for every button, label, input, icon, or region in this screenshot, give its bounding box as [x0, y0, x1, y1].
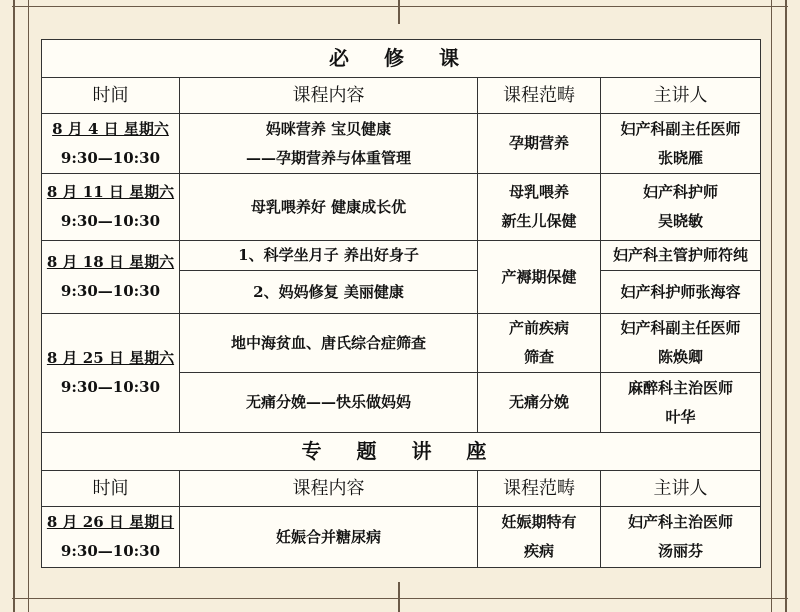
header-time: 时间: [42, 471, 180, 507]
course-category-line: 产前疾病: [508, 319, 569, 337]
course-content-line: 妈咪营养 宝贝健康: [265, 119, 392, 138]
speaker-cell: [601, 114, 761, 174]
speaker-name: 吴晓敏: [657, 212, 703, 230]
session-time-cell: [42, 241, 180, 314]
table-row: [42, 174, 761, 241]
frame-tick-bottom: [398, 582, 400, 612]
course-category-cell: [478, 241, 601, 314]
course-category-line: 筛查: [523, 348, 554, 366]
session-date: 8 月 11 日 星期六: [46, 183, 175, 201]
session-time: 9:30—10:30: [60, 378, 161, 396]
speaker-cell: [601, 507, 761, 568]
header-category: 课程范畴: [478, 471, 601, 507]
frame-right-line-inner: [771, 0, 772, 612]
course-content-line: ——孕期营养与体重管理: [245, 148, 411, 167]
session-date: 8 月 4 日 星期六: [52, 119, 169, 138]
frame-tick-top: [398, 0, 400, 24]
course-category-cell: [478, 373, 601, 433]
frame-bottom-line: [12, 598, 788, 599]
session-time: 9:30—10:30: [60, 212, 161, 230]
header-speaker: 主讲人: [601, 78, 761, 114]
speaker-name: 陈焕卿: [657, 348, 703, 366]
course-category-line: 疾病: [523, 542, 554, 560]
session-date: 8 月 18 日 星期六: [46, 253, 175, 271]
session-time-cell: [42, 114, 180, 174]
header-speaker: 主讲人: [601, 471, 761, 507]
course-category-cell: [478, 114, 601, 174]
session-date: 8 月 25 日 星期六: [46, 349, 175, 367]
table-row: [42, 507, 761, 568]
speaker-cell: [601, 174, 761, 241]
frame-left-line: [13, 0, 15, 612]
speaker-title: 妇产科副主任医师: [620, 119, 741, 138]
table-row: [42, 114, 761, 174]
session-time: 9:30—10:30: [60, 148, 161, 167]
course-category-line: 新生儿保健: [501, 212, 577, 230]
required-section-title: 必 修 课: [42, 40, 761, 78]
header-content: 课程内容: [180, 471, 478, 507]
course-category-line: 母乳喂养: [508, 183, 569, 201]
speaker-cell: 妇产科主管护师符纯: [601, 241, 761, 271]
special-section-title: 专 题 讲 座: [42, 433, 761, 471]
speaker-name: 叶华: [665, 407, 696, 426]
session-time-cell: [42, 314, 180, 433]
session-time-cell: [42, 174, 180, 241]
header-time: 时间: [42, 78, 180, 114]
speaker-cell: [601, 373, 761, 433]
course-content-cell: [180, 174, 478, 241]
header-content: 课程内容: [180, 78, 478, 114]
table-row: [42, 314, 761, 373]
speaker-name: 汤丽芬: [657, 542, 703, 560]
frame-top-line: [12, 6, 788, 7]
course-content-cell: 地中海贫血、唐氏综合症筛查: [180, 314, 478, 373]
course-content-line: 妊娠合并糖尿病: [275, 527, 381, 546]
frame-left-line-inner: [28, 0, 29, 612]
table-row: [42, 241, 761, 271]
course-category-line: 孕期营养: [508, 134, 569, 152]
speaker-title: 妇产科主治医师: [627, 513, 733, 531]
speaker-name: 张晓雁: [657, 148, 703, 167]
course-category-cell: [478, 507, 601, 568]
speaker-title: 妇产科副主任医师: [620, 319, 741, 337]
course-content-cell: 无痛分娩——快乐做妈妈: [180, 373, 478, 433]
course-content-line: 母乳喂养好 健康成长优: [250, 197, 407, 216]
frame-right-line: [785, 0, 787, 612]
speaker-title: 妇产科护师: [642, 183, 718, 201]
course-content-cell: 2、妈妈修复 美丽健康: [180, 271, 478, 314]
speaker-cell: 妇产科护师张海容: [601, 271, 761, 314]
speaker-cell: [601, 314, 761, 373]
session-date: 8 月 26 日 星期日: [46, 513, 175, 531]
session-time: 9:30—10:30: [60, 282, 161, 300]
header-category: 课程范畴: [478, 78, 601, 114]
course-content-cell: 1、科学坐月子 养出好身子: [180, 241, 478, 271]
course-category-line: 妊娠期特有: [501, 513, 577, 531]
session-time-cell: [42, 507, 180, 568]
course-schedule-table: [41, 39, 761, 568]
course-category-cell: [478, 174, 601, 241]
course-category-line: 产褥期保健: [501, 267, 577, 286]
session-time: 9:30—10:30: [60, 542, 161, 560]
course-content-cell: [180, 114, 478, 174]
course-schedule-sheet: [41, 39, 760, 567]
course-category-line: 无痛分娩: [508, 393, 569, 411]
course-category-cell: [478, 314, 601, 373]
course-content-cell: [180, 507, 478, 568]
speaker-title: 麻醉科主治医师: [627, 378, 733, 397]
